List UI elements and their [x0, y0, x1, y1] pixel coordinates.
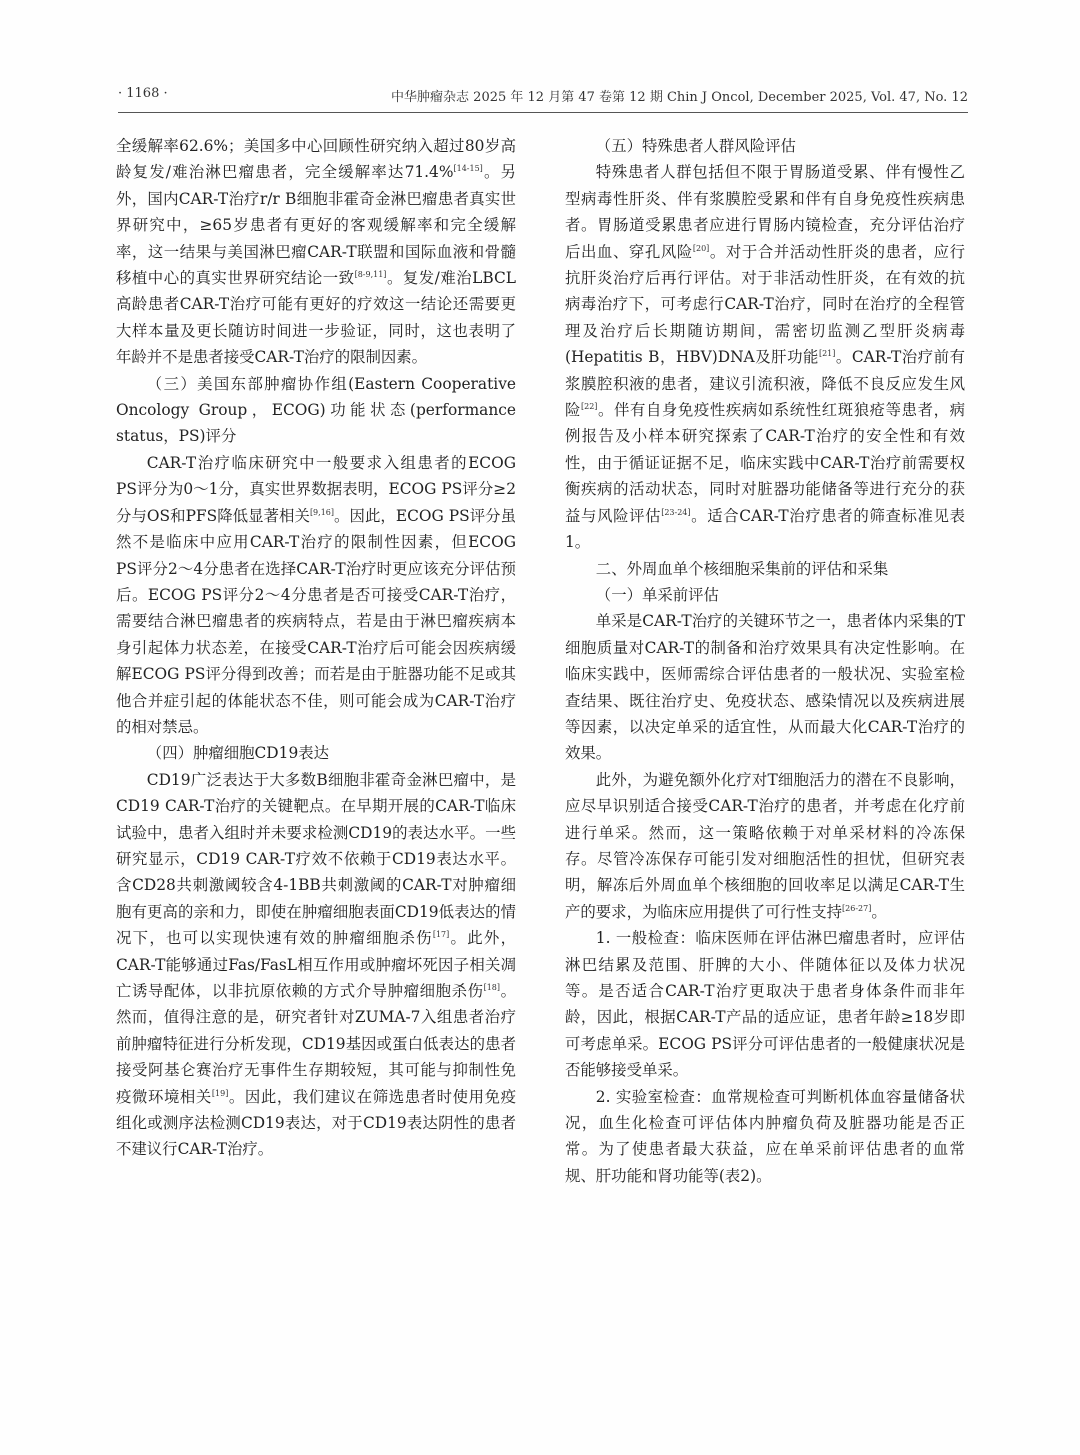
citation: [17]: [432, 930, 450, 940]
citation: [18]: [483, 983, 500, 992]
section-heading-special-populations: （五）特殊患者人群风险评估: [595, 137, 796, 155]
citation: [22]: [580, 402, 598, 412]
citation: [8-9,11]: [354, 270, 387, 280]
left-column: [116, 133, 516, 1163]
paragraph-apheresis-intro: 单采是CAR-T治疗的关键环节之一，患者体内采集的T细胞质量对CAR-T的制备和治疗效果具有决定性影响。在临床实践中，医师需综合评估患者的一般状况、实验室检查结果、既往治疗史、免疫状态、感染情况以及疾病进展等因素，以决定单采的适宜性，从而最大化CAR-T治疗的效果。: [565, 612, 965, 763]
header-rule: [118, 112, 968, 113]
citation: [9,16]: [309, 507, 334, 517]
citation: [19]: [211, 1088, 229, 1098]
subsection-heading-pre-apheresis: （一）单采前评估: [595, 585, 719, 604]
citation: [21]: [818, 349, 836, 359]
right-column: [565, 133, 965, 1189]
section-heading-ecog: （三）美国东部肿瘤协作组(Eastern Cooperative Oncology Group，ECOG)功能状态(performance status，PS)评分: [116, 374, 516, 446]
paragraph-cd19: CD19广泛表达于大多数B细胞非霍奇金淋巴瘤中，是CD19 CAR-T治疗的关键靶点。在早期开展的CAR-T临床试验中，患者入组时并未要求检测CD19的表达水平。一些研究显示，CD19 CAR-T疗效不依赖于CD19表达水平。含CD28共刺激阈较含4-1BB共刺激阈的CAR-T对肿瘤细胞有更高的亲和力，即使在肿瘤细胞表面CD19低表达的情况下，也可以实现快速有效的肿瘤细胞杀伤[17]。此外，CAR-T能够通过Fas/FasL相互作用或肿瘤坏死因子相关凋亡诱导配体，以非抗原依赖的方式介导肿瘤细胞杀伤[18]。然而，值得注意的是，研究者针对ZUMA-7入组患者治疗前肿瘤特征进行分析发现，CD19基因或蛋白低表达的患者接受阿基仑赛治疗无事件生存期较短，其可能与抑制性免疫微环境相关[19]。因此，我们建议在筛选患者时使用免疫组化或测序法检测CD19表达，对于CD19表达阴性的患者不建议行CAR-T治疗。: [116, 770, 516, 1159]
citation: [14-15]: [453, 164, 483, 174]
journal-citation: 中华肿瘤杂志 2025 年 12 月第 47 卷第 12 期 Chin J Oncol, December 2025, Vol. 47, No. 12: [391, 90, 968, 105]
paragraph-age-outcome: 全缓解率62.6%；美国多中心回顾性研究纳入超过80岁高龄复发/难治淋巴瘤患者，完全缓解率达71.4%[14-15]。另外，国内CAR-T治疗r/r B细胞非霍奇金淋巴瘤患者真实世界研究中，≥65岁患者有更好的客观缓解率和完全缓解率，这一结果与美国淋巴瘤CAR-T联盟和国际血液和骨髓移植中心的真实世界研究结论一致[8-9,11]。复发/难治LBCL高龄患者CAR-T治疗可能有更好的疗效这一结论还需要更大样本量及更长随访时间进一步验证，同时，这也表明了年龄并不是患者接受CAR-T治疗的限制因素。: [116, 137, 516, 367]
paragraph-lab-exam: 2. 实验室检查：血常规检查可判断机体血容量储备状况，血生化检查可评估体内肿瘤负荷及脏器功能是否正常。为了使患者最大获益，应在单采前评估患者的血常规、肝功能和肾功能等(表2)。: [565, 1087, 965, 1185]
section-heading-apheresis: 二、外周血单个核细胞采集前的评估和采集: [595, 559, 889, 578]
running-header: [118, 86, 968, 108]
paragraph-cryopreservation: 此外，为避免额外化疗对T细胞活力的潜在不良影响，应尽早识别适合接受CAR-T治疗的患者，并考虑在化疗前进行单采。然而，这一策略依赖于对单采材料的冷冻保存。尽管冷冻保存可能引发对细胞活性的担忧，但研究表明，解冻后外周血单个核细胞的回收率足以满足CAR-T生产的要求，为临床应用提供了可行性支持[26-27]。: [565, 770, 965, 921]
paragraph-special-populations: 特殊患者人群包括但不限于胃肠道受累、伴有慢性乙型病毒性肝炎、伴有浆膜腔受累和伴有自身免疫性疾病患者。胃肠道受累患者应进行胃肠内镜检查，充分评估治疗后出血、穿孔风险[20]。对于合并活动性肝炎的患者，应行抗肝炎治疗后再行评估。对于非活动性肝炎，在有效的抗病毒治疗下，可考虑行CAR-T治疗，同时在治疗的全程管理及治疗后长期随访期间，需密切监测乙型肝炎病毒(Hepatitis B，HBV)DNA及肝功能[21]。CAR-T治疗前有浆膜腔积液的患者，建议引流积液，降低不良反应发生风险[22]。伴有自身免疫性疾病如系统性红斑狼疮等患者，病例报告及小样本研究探索了CAR-T治疗的安全性和有效性，由于循证证据不足，临床实践中CAR-T治疗前需要权衡疾病的活动状态，同时对脏器功能储备等进行充分的获益与风险评估[23-24]。适合CAR-T治疗患者的筛查标准见表1。: [565, 163, 965, 552]
paragraph-ecog: CAR-T治疗临床研究中一般要求入组患者的ECOG PS评分为0～1分，真实世界数据表明，ECOG PS评分≥2分与OS和PFS降低显著相关[9,16]。因此，ECOG PS评分虽然不是临床中应用CAR-T治疗的限制性因素，但ECOG PS评分2～4分患者在选择CAR-T治疗时更应该充分评估预后。ECOG PS评分2～4分患者是否可接受CAR-T治疗，需要结合淋巴瘤患者的疾病特点，若是由于淋巴瘤疾病本身引起体力状态差，在接受CAR-T治疗后可能会因疾病缓解ECOG PS评分得到改善；而若是由于脏器功能不足或其他合并症引起的体能状态不佳，则可能会成为CAR-T治疗的相对禁忌。: [116, 453, 516, 736]
citation: [20]: [692, 243, 710, 253]
section-heading-cd19: （四）肿瘤细胞CD19表达: [146, 744, 330, 763]
page-number: · 1168 ·: [118, 86, 168, 101]
paragraph-general-exam: 1. 一般检查：临床医师在评估淋巴瘤患者时，应评估淋巴结累及范围、肝脾的大小、伴随体征以及体力状况等。是否适合CAR-T治疗更取决于患者身体条件而非年龄，因此，根据CAR-T产品的适应证，患者年龄≥18岁即可考虑单采。ECOG PS评分可评估患者的一般健康状况是否能够接受单采。: [565, 929, 965, 1080]
citation: [26-27]: [842, 903, 872, 913]
citation: [23-24]: [661, 507, 691, 517]
